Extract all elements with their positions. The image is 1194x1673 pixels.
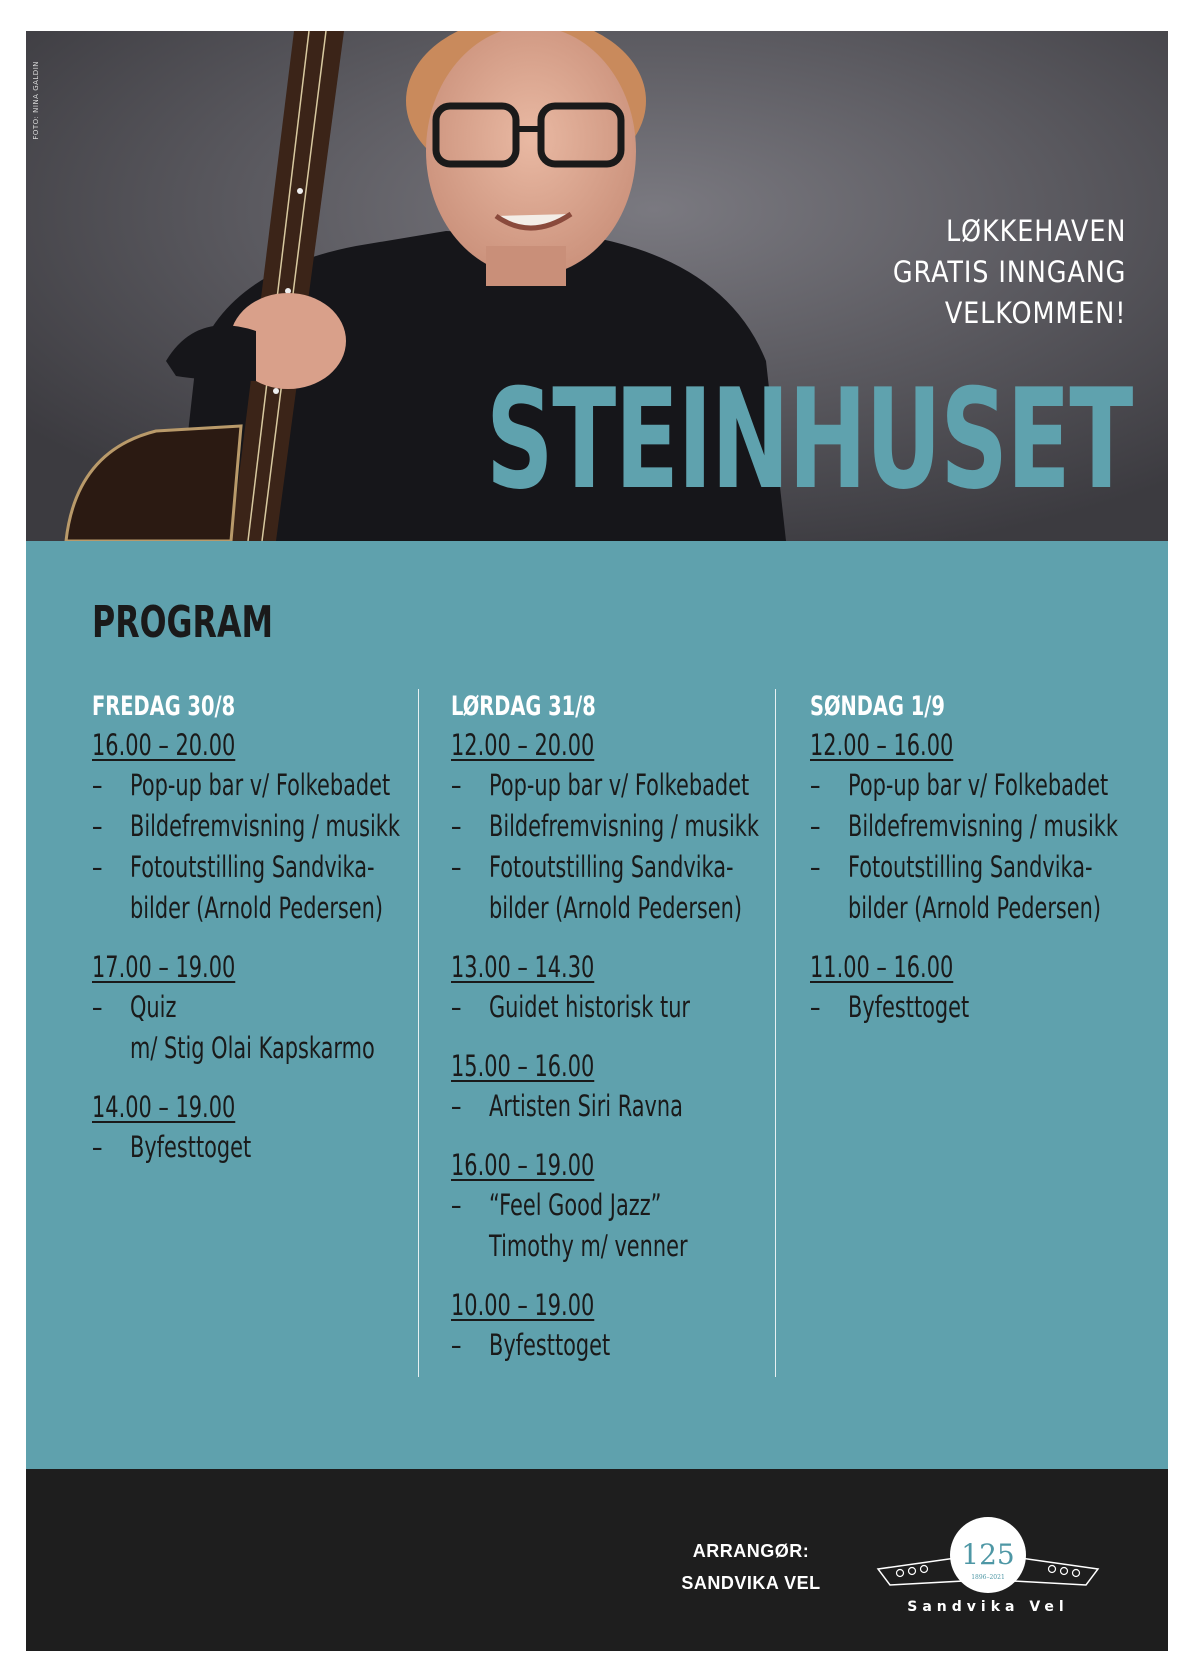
photo-credit: FOTO: NINA GALDIN [32, 61, 40, 140]
program-item-text: Timothy m/ venner [489, 1229, 688, 1263]
program-item-text: Pop-up bar v/ Folkebadet [130, 768, 391, 802]
time-range: 14.00 – 19.00 [92, 1090, 236, 1124]
program-item [810, 987, 1130, 1028]
bullet-dash: – [451, 1188, 462, 1222]
bullet-dash: – [92, 1130, 103, 1164]
program-item-text: Byfesttoget [489, 1328, 611, 1362]
program-item [92, 806, 412, 847]
program-item [451, 1086, 771, 1127]
time-slot [92, 947, 412, 1069]
day-column [451, 689, 771, 1384]
time-range: 15.00 – 16.00 [451, 1049, 595, 1083]
bullet-dash: – [92, 850, 103, 884]
bullet-dash: – [810, 768, 821, 802]
program-item [92, 847, 412, 929]
bullet-dash: – [451, 850, 462, 884]
tagline-welcome: VELKOMMEN! [944, 296, 1126, 330]
program-item [451, 765, 771, 806]
program-item [92, 1127, 412, 1168]
time-slot [451, 947, 771, 1028]
column-divider [775, 689, 776, 1377]
program-item [451, 987, 771, 1028]
program-item [92, 765, 412, 806]
program-item-text: “Feel Good Jazz” [489, 1188, 662, 1222]
program-item [451, 847, 771, 929]
program-item-text: Fotoutstilling Sandvika- [489, 850, 734, 884]
day-heading: FREDAG 30/8 [92, 691, 236, 722]
time-range: 16.00 – 19.00 [451, 1148, 595, 1182]
program-item-text: m/ Stig Olai Kapskarmo [130, 1031, 375, 1065]
day-heading: LØRDAG 31/8 [451, 691, 596, 722]
day-column [810, 689, 1130, 1046]
tagline [861, 211, 1126, 334]
program-item-text: Bildefremvisning / musikk [489, 809, 759, 843]
time-range: 12.00 – 20.00 [451, 728, 595, 762]
time-range: 17.00 – 19.00 [92, 950, 236, 984]
page-title: STEINHUSET [486, 359, 1132, 520]
time-slot [92, 1087, 412, 1168]
program-item-text: Guidet historisk tur [489, 990, 691, 1024]
time-slot [451, 725, 771, 929]
program-item-text: bilder (Arnold Pedersen) [848, 891, 1102, 925]
organizer-name: SANDVIKA VEL [681, 1573, 821, 1593]
program-item-text: Pop-up bar v/ Folkebadet [848, 768, 1109, 802]
time-range: 16.00 – 20.00 [92, 728, 236, 762]
bullet-dash: – [451, 768, 462, 802]
day-column [92, 689, 412, 1186]
organizer-label: ARRANGØR: [692, 1541, 810, 1561]
time-range: 12.00 – 16.00 [810, 728, 954, 762]
program-item-text: Byfesttoget [848, 990, 970, 1024]
tagline-free-entry: GRATIS INNGANG [892, 255, 1126, 289]
hero-photo [26, 31, 1168, 541]
bullet-dash: – [810, 850, 821, 884]
footer [26, 1469, 1168, 1651]
time-slot [92, 725, 412, 929]
program-item [451, 1185, 771, 1267]
bullet-dash: – [451, 1089, 462, 1123]
bullet-dash: – [451, 990, 462, 1024]
logo-number: 125 [961, 1538, 1015, 1571]
program-section [26, 541, 1168, 1469]
program-heading: PROGRAM [92, 597, 273, 648]
program-item-text: Fotoutstilling Sandvika- [848, 850, 1093, 884]
program-item-text: bilder (Arnold Pedersen) [489, 891, 743, 925]
tagline-venue: LØKKEHAVEN [945, 214, 1126, 248]
time-range: 13.00 – 14.30 [451, 950, 595, 984]
day-heading: SØNDAG 1/9 [810, 691, 945, 722]
program-item [810, 847, 1130, 929]
bullet-dash: – [92, 768, 103, 802]
program-item [92, 987, 412, 1069]
bullet-dash: – [92, 809, 103, 843]
bullet-dash: – [451, 1328, 462, 1362]
bullet-dash: – [92, 990, 103, 1024]
bullet-dash: – [810, 809, 821, 843]
program-item-text: bilder (Arnold Pedersen) [130, 891, 384, 925]
program-item [810, 806, 1130, 847]
time-range: 10.00 – 19.00 [451, 1288, 595, 1322]
program-item-text: Bildefremvisning / musikk [130, 809, 400, 843]
column-divider [418, 689, 419, 1377]
program-item-text: Fotoutstilling Sandvika- [130, 850, 375, 884]
organizer-block [666, 1535, 836, 1599]
time-slot [451, 1145, 771, 1267]
program-item-text: Quiz [130, 990, 177, 1024]
bullet-dash: – [810, 990, 821, 1024]
program-item-text: Pop-up bar v/ Folkebadet [489, 768, 750, 802]
program-item [451, 806, 771, 847]
time-slot [810, 725, 1130, 929]
logo-name: Sandvika Vel [907, 1599, 1069, 1615]
logo-years: 1896–2021 [971, 1574, 1005, 1581]
time-range: 11.00 – 16.00 [810, 950, 954, 984]
program-item-text: Bildefremvisning / musikk [848, 809, 1118, 843]
bullet-dash: – [451, 809, 462, 843]
program-item [451, 1325, 771, 1366]
time-slot [451, 1285, 771, 1366]
program-item-text: Byfesttoget [130, 1130, 252, 1164]
time-slot [810, 947, 1130, 1028]
time-slot [451, 1046, 771, 1127]
program-item-text: Artisten Siri Ravna [489, 1089, 683, 1123]
program-item [810, 765, 1130, 806]
